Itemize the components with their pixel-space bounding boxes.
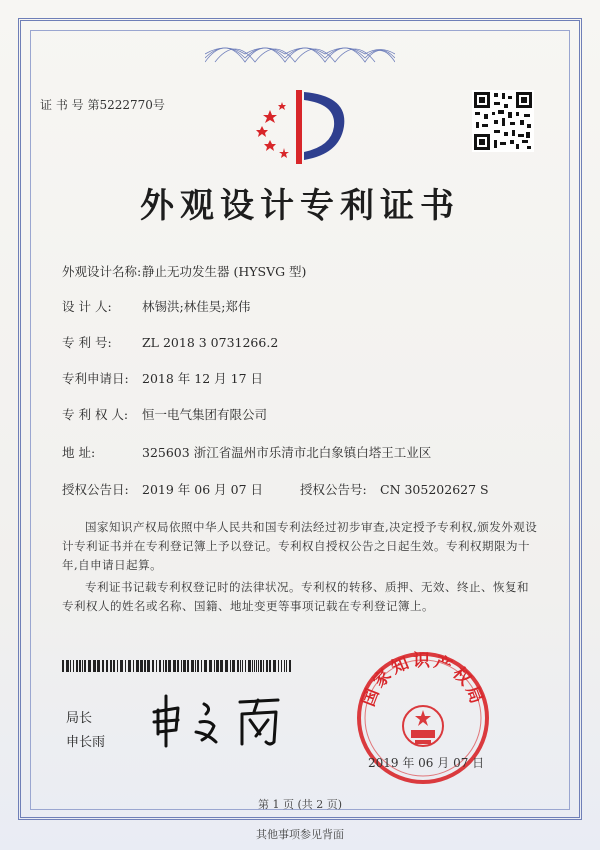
grant-publication-date-label: 授权公告日: bbox=[62, 482, 129, 497]
director-signature bbox=[150, 690, 300, 750]
patent-number-row bbox=[62, 333, 278, 351]
grant-publication-date-value: 2019 年 06 月 07 日 bbox=[142, 482, 263, 497]
certificate-title: 外观设计专利证书 bbox=[140, 186, 460, 226]
filing-date-value: 2018 年 12 月 17 日 bbox=[142, 371, 263, 386]
design-name-value: 静止无功发生器 (HYSVG 型) bbox=[142, 264, 307, 279]
guilloche-ornament bbox=[205, 34, 395, 64]
national-emblem-icon bbox=[403, 706, 443, 746]
address-row bbox=[62, 443, 431, 461]
patent-number-value: ZL 2018 3 0731266.2 bbox=[142, 335, 279, 350]
grant-publication-date-row bbox=[62, 480, 263, 498]
patentee-value: 恒一电气集团有限公司 bbox=[142, 407, 268, 422]
address-value: 325603 浙江省温州市乐清市北白象镇白塔王工业区 bbox=[142, 445, 432, 460]
qr-code-icon bbox=[472, 90, 534, 152]
patentee-row bbox=[62, 405, 267, 423]
grant-statement-paragraph: 国家知识产权局依照中华人民共和国专利法经过初步审查,决定授予专利权,颁发外观设计专利证书并在专利登记簿上予以登记。专利权自授权公告之日起生效。专利权期限为十年,自申请日起算。 bbox=[62, 520, 538, 572]
footer-note: 其他事项参见背面 bbox=[256, 828, 344, 841]
seal-text: 国家知识产权局 bbox=[358, 651, 488, 710]
grant-publication-number-label: 授权公告号: bbox=[300, 482, 367, 497]
legal-status-paragraph: 专利证书记载专利权登记时的法律状况。专利权的转移、质押、无效、终止、恢复和专利权人的姓名或名称、国籍、地址变更等事项记载在专利登记簿上。 bbox=[62, 580, 529, 613]
filing-date-label: 专利申请日: bbox=[62, 371, 129, 386]
page-indicator: 第 1 页 (共 2 页) bbox=[257, 798, 343, 811]
grant-publication-number-value: CN 305202627 S bbox=[380, 482, 489, 497]
certificate-number: 证 书 号 第5222770号 bbox=[40, 98, 165, 112]
seal-date: 2019 年 06 月 07 日 bbox=[368, 756, 485, 770]
designer-row bbox=[62, 297, 250, 315]
cnipa-emblem-icon bbox=[248, 82, 358, 172]
designer-value: 林锡洪;林佳昊;郑伟 bbox=[142, 299, 251, 314]
designer-label: 设 计 人: bbox=[62, 299, 112, 314]
director-title-label: 局长 bbox=[66, 711, 93, 726]
grant-publication-number-row bbox=[300, 480, 489, 498]
patentee-label: 专 利 权 人: bbox=[62, 407, 129, 422]
design-name-row bbox=[62, 262, 306, 280]
director-name-label: 申长雨 bbox=[66, 735, 106, 750]
barcode-icon bbox=[62, 660, 292, 672]
design-name-label: 外观设计名称: bbox=[62, 264, 142, 279]
patent-number-label: 专 利 号: bbox=[62, 335, 112, 350]
filing-date-row bbox=[62, 369, 263, 387]
address-label: 地 址: bbox=[62, 445, 96, 460]
